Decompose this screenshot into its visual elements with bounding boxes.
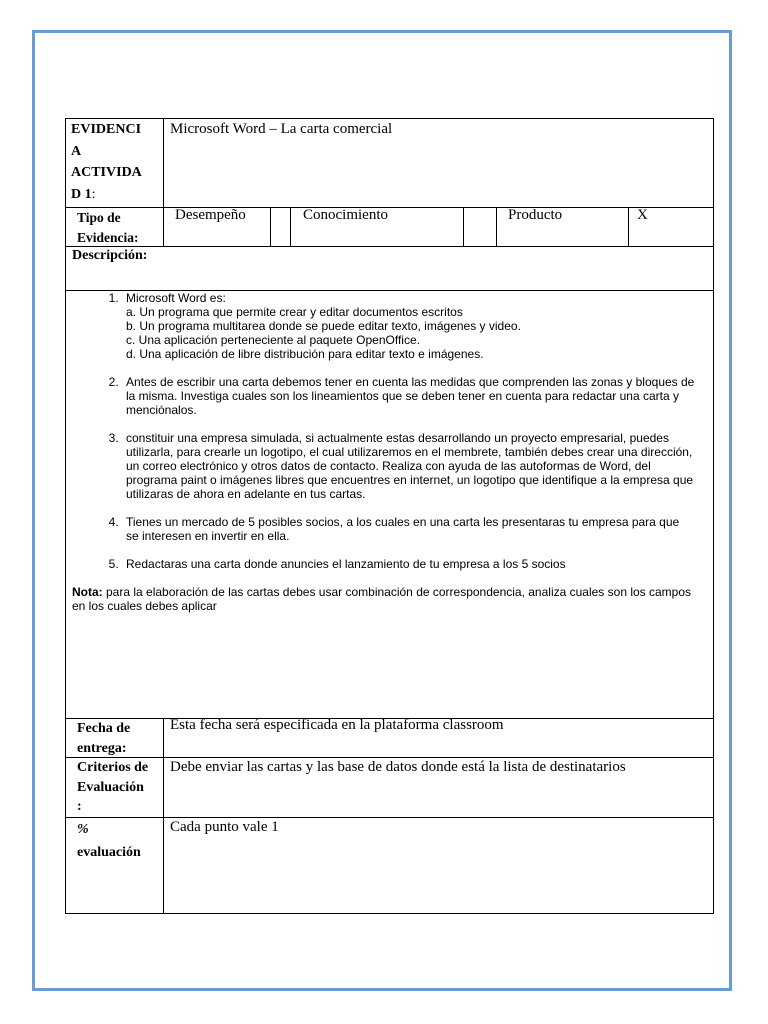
activity-text: Antes de escribir una carta debemos tener en cuenta las medidas que comprenden las zonas y bloques de la misma. Investiga cuales son los lineamientos que se deben tener en cuenta para redactar una carta y menciónalos.	[126, 375, 695, 417]
tipo-mark-desempeno	[271, 208, 291, 247]
evidencia-label-line	[71, 184, 163, 206]
nota-text: para la elaboración de las cartas debes usar combinación de correspondencia, analiza cuales son los campos en los cuales debes aplicar	[72, 585, 692, 613]
porcentaje-label-line: %	[77, 822, 89, 837]
activity-item	[122, 557, 695, 571]
tipo-label-line: Evidencia:	[77, 230, 139, 245]
tipo-label-cell	[66, 208, 164, 247]
activity-item	[122, 431, 695, 501]
option-mark: X	[637, 207, 648, 223]
criterios-label-line: Criterios de	[77, 760, 149, 775]
activity-text: constituir una empresa simulada, si actualmente estas desarrollando un proyecto empresarial, puedes utilizarla, para crearle un logotipo, el cual utilizaremos en el membrete, también debes crear una dirección, un correo electrónico y otros datos de contacto. Realiza con ayuda de las autoformas de Word, del programa paint o imágenes libres que encuentres en internet, un logotipo que identifique a la empresa que utilizaras de ahora en adelante en tus cartas.	[126, 431, 694, 501]
criterios-label-cell	[66, 758, 164, 818]
descripcion-label-cell	[66, 247, 714, 291]
activity-text: Microsoft Word es:	[126, 291, 226, 305]
activity-text: Redactaras una carta donde anuncies el lanzamiento de tu empresa a los 5 socios	[126, 557, 566, 571]
evidencia-label-cell	[66, 119, 164, 208]
option-label: Conocimiento	[303, 207, 388, 223]
option-item: d. Una aplicación de libre distribución para editar texto e imágenes.	[126, 347, 484, 361]
option-item: b. Un programa multitarea donde se puede editar texto, imágenes y video.	[126, 319, 521, 333]
tipo-mark-producto	[629, 208, 714, 247]
activity-item	[122, 375, 695, 417]
tipo-option-desempeno	[164, 208, 271, 247]
tipo-mark-conocimiento	[464, 208, 497, 247]
evidencia-value-cell	[164, 119, 714, 208]
descripcion-body-cell	[66, 291, 714, 719]
fecha-label-line: entrega:	[77, 741, 127, 756]
fecha-label-line: Fecha de	[77, 721, 131, 736]
activity-list	[72, 291, 695, 571]
fecha-value-cell	[164, 719, 714, 758]
criterios-value: Debe enviar las cartas y las base de datos donde está la lista de destinatarios	[170, 759, 626, 775]
criterios-label-line: :	[77, 799, 82, 814]
activity-item	[122, 515, 695, 543]
evidencia-label-line: ACTIVIDA	[71, 165, 142, 180]
nota-paragraph	[72, 585, 695, 613]
porcentaje-value-cell	[164, 818, 714, 914]
porcentaje-label-line: evaluación	[77, 845, 141, 860]
criterios-label-line: Evaluación	[77, 779, 144, 795]
option-list	[126, 305, 695, 361]
porcentaje-value: Cada punto vale 1	[170, 819, 279, 835]
option-item: a. Un programa que permite crear y editar documentos escritos	[126, 305, 463, 319]
fecha-value: Esta fecha será especificada en la plataforma classroom	[170, 717, 504, 733]
tipo-option-producto	[497, 208, 629, 247]
descripcion-label: Descripción:	[72, 248, 148, 263]
evidencia-value: Microsoft Word – La carta comercial	[170, 121, 393, 137]
activity-item	[122, 291, 695, 361]
fecha-label-cell	[66, 719, 164, 758]
evidencia-label-last: D 1	[71, 186, 92, 202]
evidencia-colon: :	[91, 186, 96, 202]
criterios-value-cell	[164, 758, 714, 818]
porcentaje-label-cell	[66, 818, 164, 914]
evidencia-label-line: A	[71, 143, 82, 159]
nota-label: Nota:	[72, 585, 103, 599]
option-label: Producto	[508, 207, 563, 223]
activity-text: Tienes un mercado de 5 posibles socios, a los cuales en una carta les presentaras tu empresa para que se interesen en invertir en ella.	[126, 515, 680, 543]
evidencia-label-line: EVIDENCI	[71, 122, 142, 137]
option-item: c. Una aplicación perteneciente al paquete OpenOffice.	[126, 333, 420, 347]
tipo-label-line: Tipo de	[77, 210, 121, 225]
tipo-option-conocimiento	[291, 208, 464, 247]
option-label: Desempeño	[175, 207, 246, 223]
